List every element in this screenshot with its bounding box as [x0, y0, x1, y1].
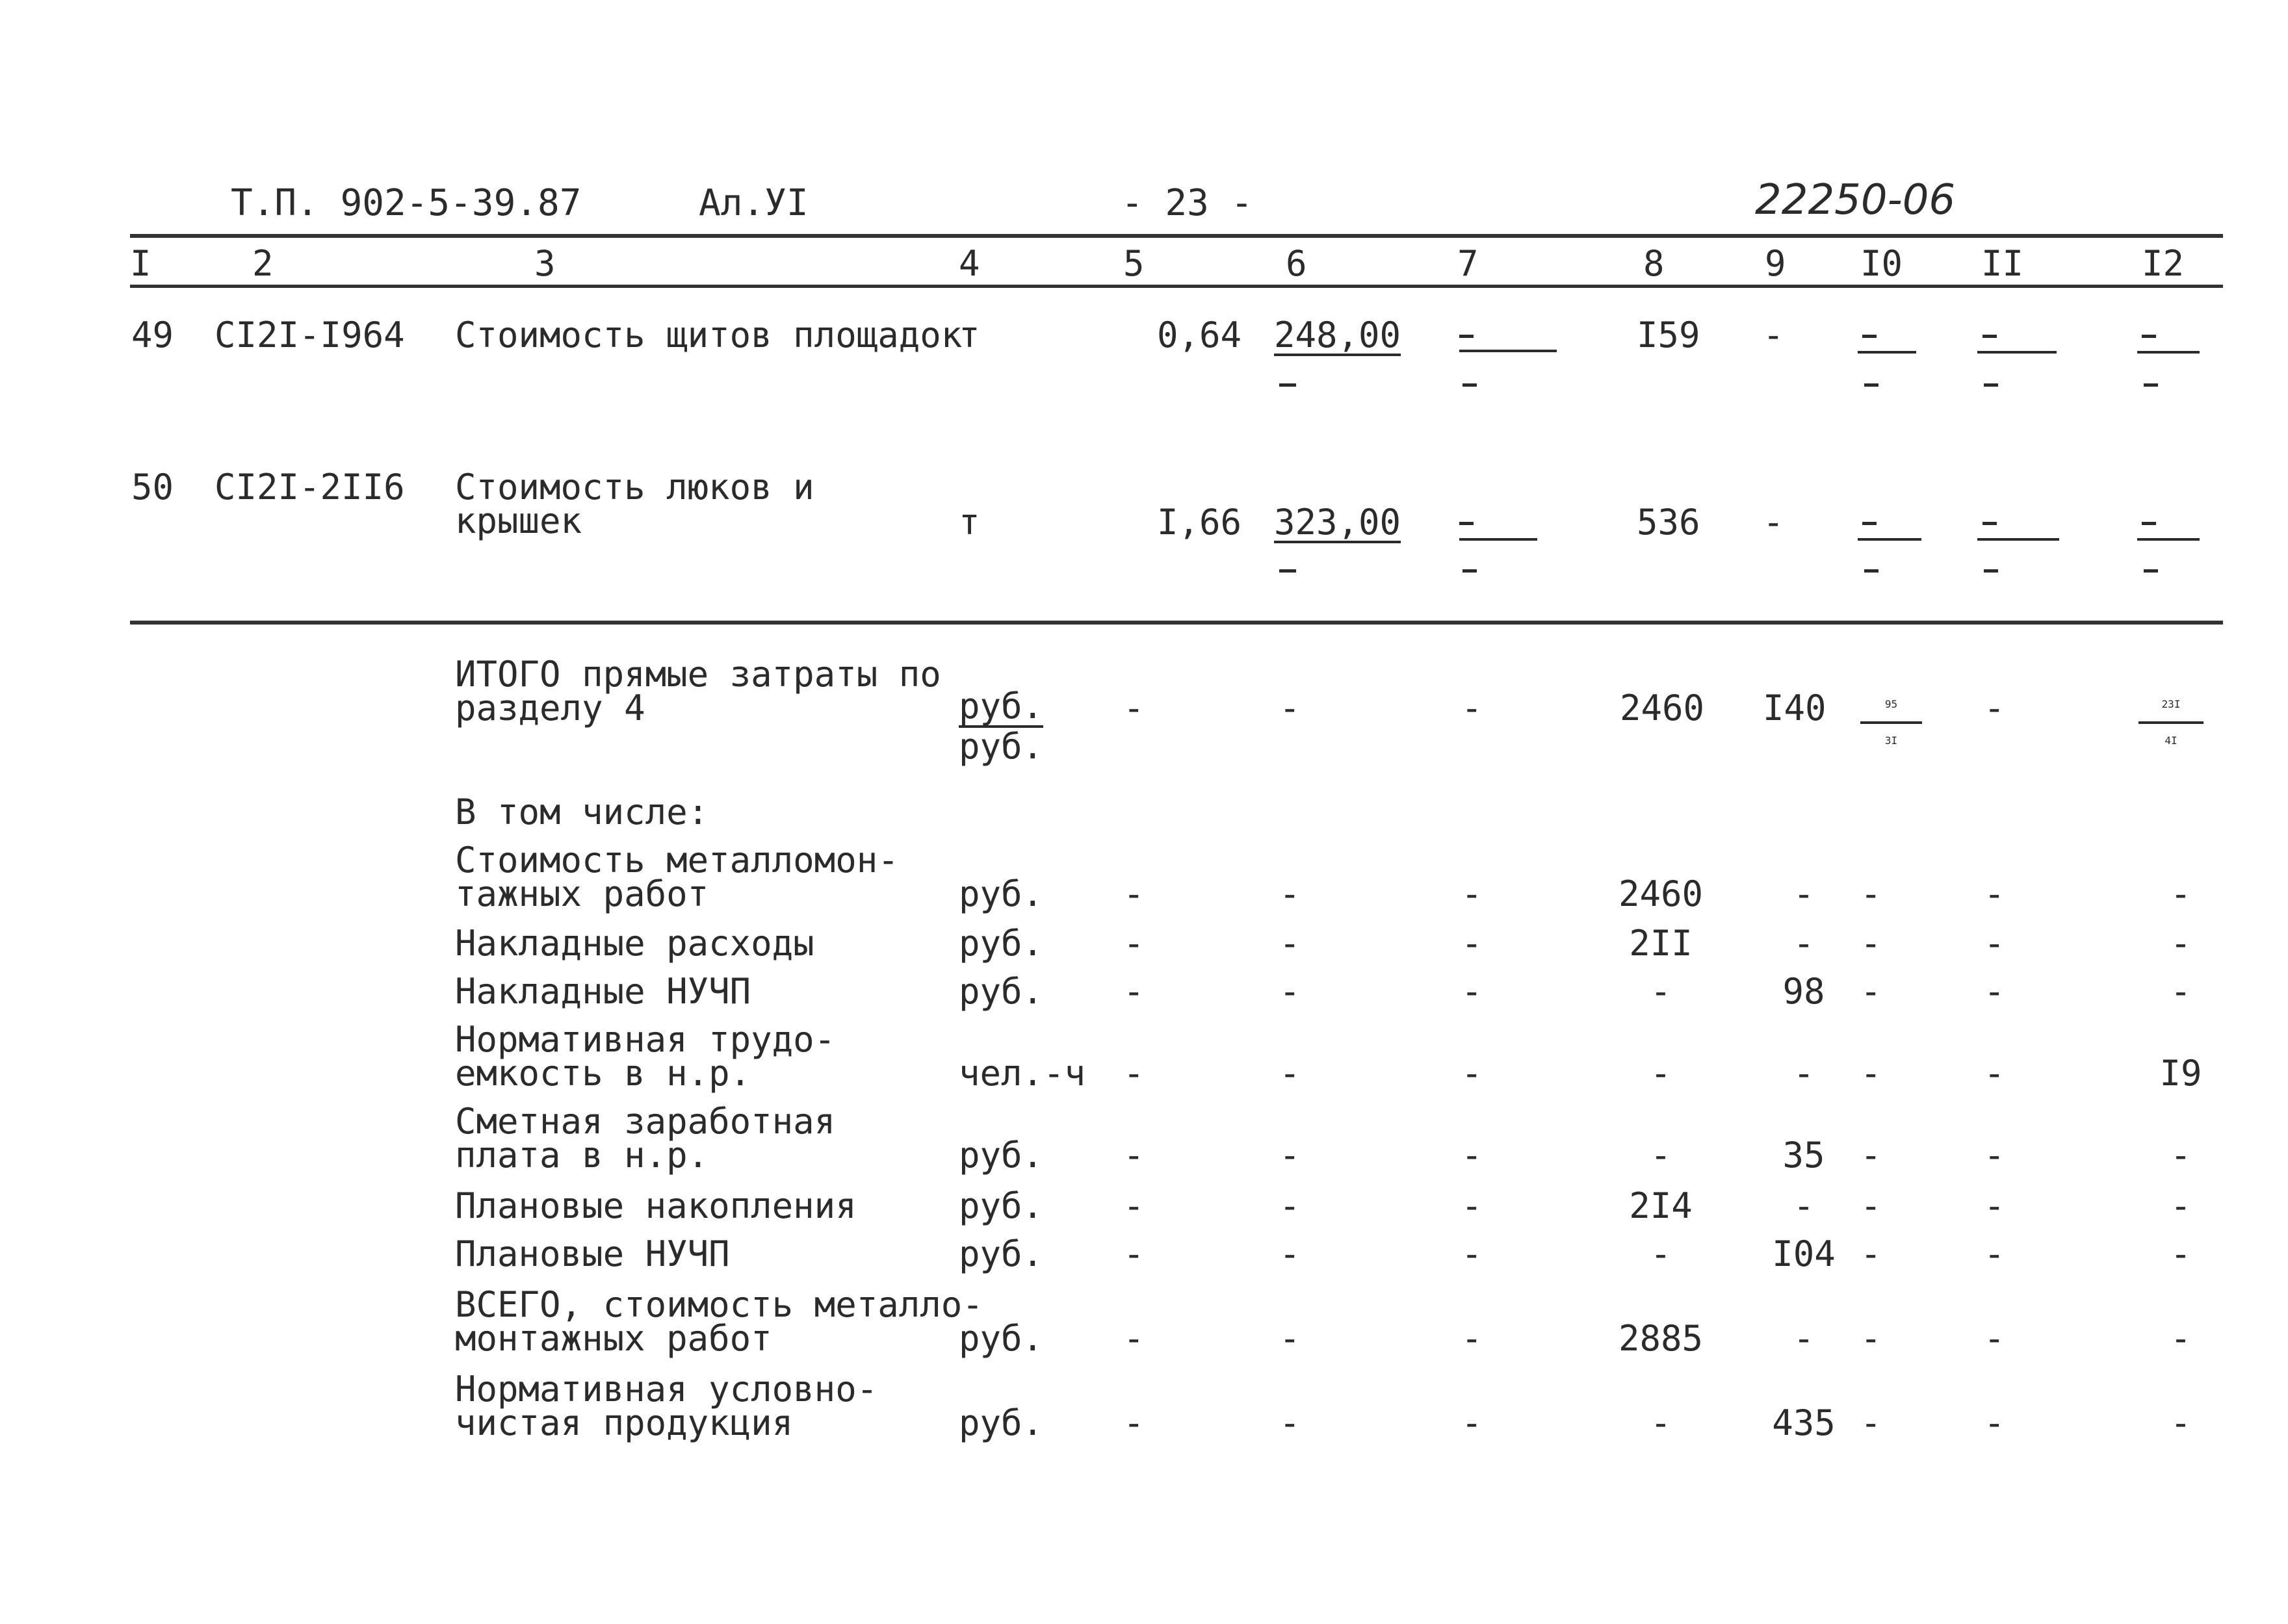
breakdown-c7-value: - [1461, 971, 1483, 1012]
breakdown-c8-value: - [1650, 971, 1672, 1012]
breakdown-c12-value: - [2170, 1185, 2192, 1226]
breakdown-c10-value: - [1860, 923, 1882, 964]
breakdown-c12-value: - [2170, 1318, 2192, 1359]
blank-fraction-line [2137, 351, 2200, 354]
column-number: 4 [959, 243, 980, 284]
total-unit-fraction [959, 688, 1043, 766]
breakdown-c5-value: - [1123, 971, 1145, 1012]
breakdown-c8-value: 2II [1629, 923, 1693, 964]
breakdown-c10-value: - [1860, 1135, 1882, 1176]
item-name-line: Стоимость люков и [455, 467, 814, 508]
breakdown-c6-value: - [1279, 971, 1301, 1012]
blank-dash [1862, 522, 1877, 525]
breakdown-label-line: Плановые накопления [455, 1185, 857, 1226]
blank-dash [1862, 335, 1877, 338]
breakdown-c11-value: - [1984, 1402, 2005, 1443]
breakdown-label-line: ВСЕГО, стоимость металло- [455, 1284, 983, 1325]
item-name: Стоимость щитов площадок [455, 315, 963, 355]
column-header-rule [130, 285, 2223, 288]
total-col10-numerator: 95 [1860, 688, 1922, 724]
breakdown-c9-value: 35 [1782, 1135, 1825, 1176]
total-unit-top: руб. [959, 686, 1044, 727]
item-cost: I59 [1637, 315, 1700, 355]
blank-dash [1984, 569, 1998, 573]
breakdown-label-line: чистая продукция [455, 1402, 794, 1443]
blank-dash [1984, 383, 1998, 387]
item-unit-price: 248,00 [1274, 315, 1401, 355]
column-number: 7 [1457, 243, 1479, 284]
total-col8: 2460 [1620, 688, 1705, 728]
breakdown-c12-value: - [2170, 971, 2192, 1012]
breakdown-c9-value: I04 [1772, 1233, 1836, 1274]
column-number: 6 [1286, 243, 1307, 284]
including-label: В том числе: [455, 792, 709, 832]
breakdown-label-line: емкость в н.р. [455, 1053, 751, 1094]
breakdown-label-line: плата в н.р. [455, 1135, 709, 1176]
total-col10-fraction [1860, 688, 1922, 758]
breakdown-c8-value: - [1650, 1053, 1672, 1094]
breakdown-c7-value: - [1461, 1135, 1483, 1176]
item-col9-value: - [1763, 502, 1784, 543]
breakdown-c9-value: - [1793, 1318, 1815, 1359]
column-number: 5 [1123, 243, 1145, 284]
item-code: СI2I-2II6 [214, 467, 405, 508]
item-cost: 536 [1637, 502, 1700, 543]
breakdown-c11-value: - [1984, 1233, 2005, 1274]
breakdown-unit: руб. [959, 923, 1044, 964]
breakdown-c9-value: 435 [1772, 1402, 1836, 1443]
item-number: 49 [131, 315, 174, 355]
breakdown-c9-value: - [1793, 1053, 1815, 1094]
breakdown-c12-value: - [2170, 1135, 2192, 1176]
item-number: 50 [131, 467, 174, 508]
blank-dash [1982, 522, 1997, 525]
breakdown-c11-value: - [1984, 971, 2005, 1012]
total-col6: - [1279, 688, 1301, 728]
blank-dash [2144, 383, 2158, 387]
blank-dash [1462, 383, 1477, 387]
item-unit: т [959, 502, 980, 543]
breakdown-label-line: Сметная заработная [455, 1101, 836, 1142]
column-number: 3 [534, 243, 556, 284]
section-end-rule [130, 621, 2223, 625]
breakdown-c7-value: - [1461, 1318, 1483, 1359]
breakdown-c12-value: I9 [2159, 1053, 2202, 1094]
breakdown-c9-value: 98 [1782, 971, 1825, 1012]
blank-fraction-line [1858, 351, 1916, 354]
breakdown-c12-value: - [2170, 1233, 2192, 1274]
breakdown-c8-value: - [1650, 1135, 1672, 1176]
breakdown-c7-value: - [1461, 1402, 1483, 1443]
item-name-line: крышек [455, 500, 582, 541]
breakdown-c9-value: - [1793, 873, 1815, 914]
handwritten-registration-number: 22250-06 [1755, 176, 1956, 224]
breakdown-c6-value: - [1279, 1053, 1301, 1094]
breakdown-unit: чел.-ч [959, 1053, 1086, 1094]
total-col7: - [1461, 688, 1483, 728]
total-col10-denominator: 3I [1884, 734, 1898, 747]
breakdown-c7-value: - [1461, 873, 1483, 914]
document-reference: Т.П. 902-5-39.87 [231, 182, 582, 224]
breakdown-c5-value: - [1123, 1185, 1145, 1226]
item-col9-value: - [1763, 315, 1784, 355]
item-unit-price: 323,00 [1274, 502, 1401, 543]
column-number: 9 [1765, 243, 1786, 284]
total-col11: - [1984, 688, 2005, 728]
column-number: 2 [252, 243, 274, 284]
breakdown-label-line: Стоимость металломон- [455, 840, 899, 881]
breakdown-c9-value: - [1793, 923, 1815, 964]
blank-fraction-line [1858, 538, 1921, 541]
blank-dash [1279, 383, 1296, 387]
breakdown-label-line: Нормативная трудо- [455, 1019, 836, 1060]
breakdown-c6-value: - [1279, 1318, 1301, 1359]
total-col9: I40 [1763, 688, 1826, 728]
blank-fraction-line [1977, 351, 2057, 354]
breakdown-c10-value: - [1860, 971, 1882, 1012]
breakdown-c5-value: - [1123, 1233, 1145, 1274]
breakdown-c8-value: 2460 [1618, 873, 1704, 914]
breakdown-c10-value: - [1860, 1233, 1882, 1274]
blank-dash [1982, 335, 1997, 338]
breakdown-c10-value: - [1860, 1318, 1882, 1359]
breakdown-label-line: Плановые НУЧП [455, 1233, 730, 1274]
breakdown-label-line: монтажных работ [455, 1318, 772, 1359]
breakdown-c10-value: - [1860, 1402, 1882, 1443]
blank-dash [1462, 569, 1477, 573]
breakdown-unit: руб. [959, 873, 1044, 914]
breakdown-c7-value: - [1461, 1233, 1483, 1274]
blank-dash [2142, 335, 2156, 338]
breakdown-c8-value: - [1650, 1233, 1672, 1274]
breakdown-label-line: Накладные НУЧП [455, 971, 751, 1012]
breakdown-c6-value: - [1279, 1185, 1301, 1226]
blank-fraction-line [1459, 538, 1537, 541]
breakdown-unit: руб. [959, 1318, 1044, 1359]
total-label-line: разделу 4 [455, 688, 645, 728]
breakdown-c11-value: - [1984, 1185, 2005, 1226]
item-quantity: 0,64 [1157, 315, 1242, 355]
item-code: СI2I-I964 [214, 315, 405, 355]
breakdown-c8-value: 2I4 [1629, 1185, 1693, 1226]
blank-dash [2144, 569, 2158, 573]
breakdown-c8-value: 2885 [1618, 1318, 1704, 1359]
breakdown-c10-value: - [1860, 1053, 1882, 1094]
blank-dash [1279, 569, 1296, 573]
breakdown-c10-value: - [1860, 873, 1882, 914]
breakdown-c5-value: - [1123, 1402, 1145, 1443]
column-number: II [1981, 243, 2024, 284]
breakdown-c7-value: - [1461, 1185, 1483, 1226]
breakdown-c12-value: - [2170, 923, 2192, 964]
blank-fraction-line [1459, 350, 1557, 352]
item-unit: т [959, 315, 980, 355]
blank-dash [1459, 522, 1474, 525]
breakdown-c11-value: - [1984, 1053, 2005, 1094]
breakdown-c6-value: - [1279, 1233, 1301, 1274]
column-number: I [130, 243, 151, 284]
album-number: Ал.УI [699, 182, 809, 224]
breakdown-c12-value: - [2170, 873, 2192, 914]
breakdown-label-line: тажных работ [455, 873, 709, 914]
blank-fraction-line [1977, 538, 2059, 541]
breakdown-c11-value: - [1984, 1318, 2005, 1359]
page-number: - 23 - [1121, 182, 1253, 224]
blank-dash [2142, 522, 2156, 525]
breakdown-c11-value: - [1984, 873, 2005, 914]
breakdown-c7-value: - [1461, 1053, 1483, 1094]
total-col5: - [1123, 688, 1145, 728]
breakdown-unit: руб. [959, 1233, 1044, 1274]
breakdown-c5-value: - [1123, 873, 1145, 914]
blank-dash [1864, 569, 1878, 573]
column-number: I2 [2142, 243, 2185, 284]
item-quantity: I,66 [1157, 502, 1242, 543]
breakdown-c5-value: - [1123, 923, 1145, 964]
total-col12-fraction [2138, 688, 2204, 758]
column-number: 8 [1643, 243, 1665, 284]
total-label-line: ИТОГО прямые затраты по [455, 654, 941, 695]
breakdown-unit: руб. [959, 1135, 1044, 1176]
blank-fraction-line [2137, 538, 2200, 541]
breakdown-c6-value: - [1279, 923, 1301, 964]
total-unit-bottom: руб. [959, 726, 1044, 767]
breakdown-c9-value: - [1793, 1185, 1815, 1226]
breakdown-unit: руб. [959, 1185, 1044, 1226]
blank-dash [1864, 383, 1878, 387]
breakdown-c6-value: - [1279, 1402, 1301, 1443]
breakdown-label-line: Накладные расходы [455, 923, 814, 964]
header-top-rule [130, 234, 2223, 238]
breakdown-c11-value: - [1984, 1135, 2005, 1176]
breakdown-label-line: Нормативная условно- [455, 1369, 878, 1410]
breakdown-c5-value: - [1123, 1053, 1145, 1094]
breakdown-c5-value: - [1123, 1135, 1145, 1176]
blank-dash [1459, 335, 1474, 338]
breakdown-c6-value: - [1279, 873, 1301, 914]
total-col12-numerator: 23I [2138, 688, 2204, 724]
breakdown-c6-value: - [1279, 1135, 1301, 1176]
breakdown-c8-value: - [1650, 1402, 1672, 1443]
breakdown-c5-value: - [1123, 1318, 1145, 1359]
breakdown-unit: руб. [959, 971, 1044, 1012]
breakdown-c11-value: - [1984, 923, 2005, 964]
breakdown-c12-value: - [2170, 1402, 2192, 1443]
breakdown-c7-value: - [1461, 923, 1483, 964]
total-col12-denominator: 4I [2164, 734, 2178, 747]
column-number: I0 [1860, 243, 1903, 284]
breakdown-c10-value: - [1860, 1185, 1882, 1226]
breakdown-unit: руб. [959, 1402, 1044, 1443]
